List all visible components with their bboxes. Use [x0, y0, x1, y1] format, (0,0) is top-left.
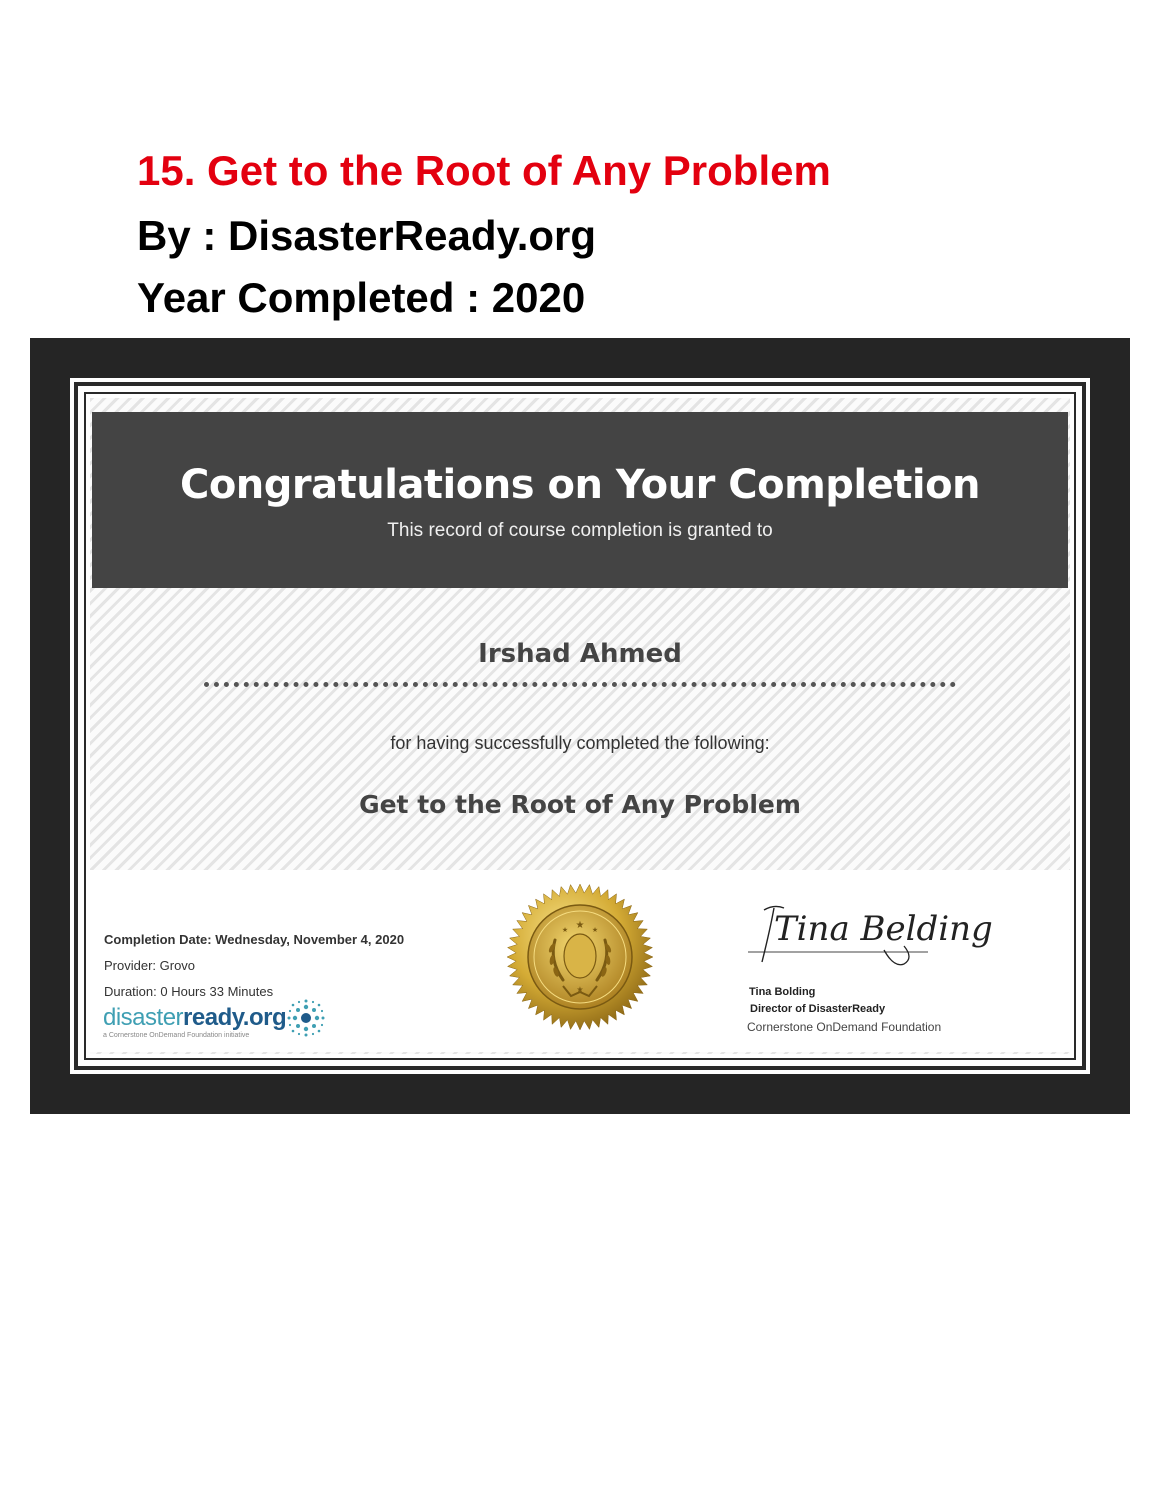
- logo-tagline: a Cornerstone OnDemand Foundation initiative: [103, 1032, 250, 1039]
- svg-text:★: ★: [561, 926, 569, 934]
- certificate-mat: [70, 378, 1090, 1074]
- completion-date: Completion Date: Wednesday, November 4, 2020: [104, 932, 405, 947]
- certificate-frame: [30, 338, 1130, 1114]
- certificate-paper: [90, 398, 1070, 1054]
- banner-subtitle: This record of course completion is granted to: [387, 520, 773, 541]
- svg-text:★: ★: [591, 926, 599, 934]
- signature-script: Tina Belding: [774, 909, 993, 949]
- svg-text:★: ★: [576, 985, 584, 994]
- signer-name: Tina Bolding: [749, 986, 816, 998]
- page-heading-year: Year Completed : 2020: [137, 274, 586, 321]
- banner-title: Congratulations on Your Completion: [179, 462, 981, 508]
- dots-burst-icon: [286, 998, 326, 1038]
- logo-text-bold: ready.org: [183, 1004, 287, 1031]
- page-heading-provider: By : DisasterReady.org: [137, 212, 597, 259]
- completion-statement: for having successfully completed the following:: [390, 733, 770, 753]
- signer-title: Director of DisasterReady: [750, 1003, 886, 1015]
- disasterready-logo: [103, 1004, 286, 1039]
- duration: Duration: 0 Hours 33 Minutes: [104, 984, 274, 999]
- recipient-name: Irshad Ahmed: [478, 639, 682, 669]
- certificate-footer: [90, 870, 1070, 1052]
- signature-image: [744, 890, 993, 980]
- page-heading-title: 15. Get to the Root of Any Problem: [137, 147, 831, 194]
- svg-text:★: ★: [575, 920, 585, 931]
- course-title: Get to the Root of Any Problem: [359, 790, 801, 819]
- recipient-dotted-line: [204, 682, 956, 687]
- logo-text-light: disaster: [103, 1004, 184, 1031]
- signer-organization: Cornerstone OnDemand Foundation: [747, 1020, 942, 1034]
- certificate-banner: [92, 412, 1068, 588]
- gold-seal-icon: [505, 882, 655, 1032]
- provider: Provider: Grovo: [104, 958, 196, 973]
